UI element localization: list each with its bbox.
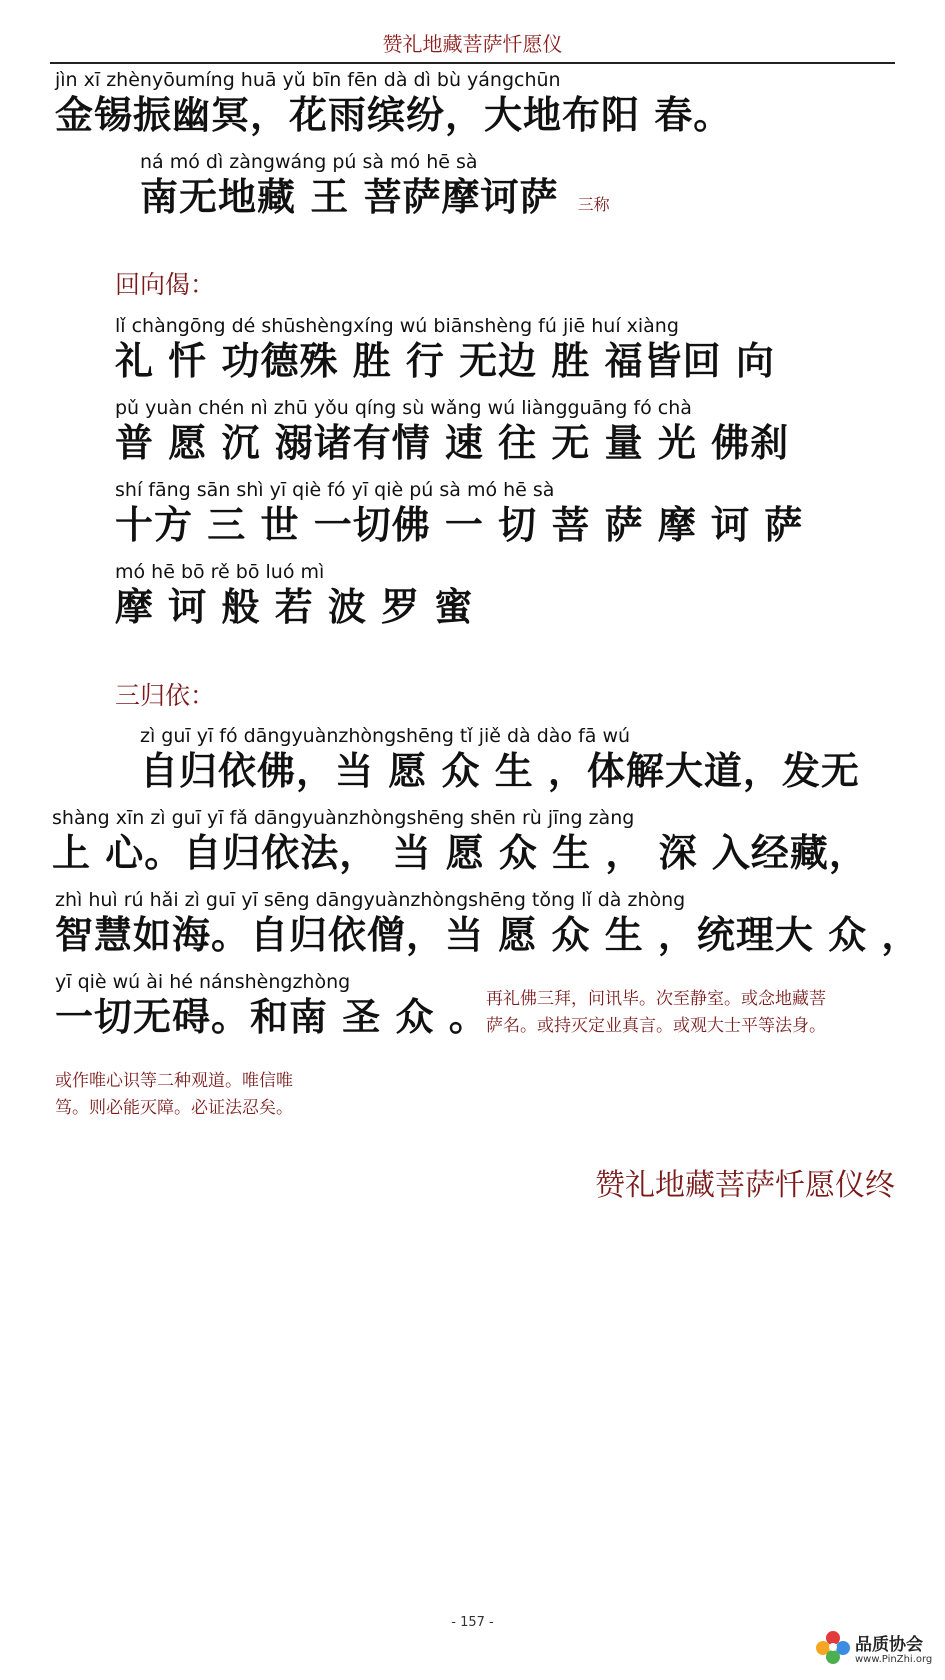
- namo-text: 南无地藏 王 菩萨摩诃萨: [140, 175, 559, 219]
- line-pinyin: shí fāng sān shì yī qiè fó yī qiè pú sà mó hē sà: [115, 479, 555, 501]
- watermark-logo: [815, 1628, 933, 1672]
- instruction-note-d: 笃。则必能灭障。必证法忍矣。: [55, 1098, 293, 1118]
- line-text: 自归依佛，当 愿 众 生 ，体解大道，发无: [140, 749, 860, 793]
- dedication-line: [115, 314, 775, 384]
- line-pinyin: zì guī yī fó dāngyuànzhòngshēng tǐ jiě dà dào fā wú: [140, 725, 631, 747]
- line-text: 上 心。自归依法， 当 愿 众 生 ， 深 入经藏，: [52, 831, 868, 875]
- line-text: 智慧如海。自归依僧，当 愿 众 生 ，统理大 众 ，: [55, 913, 921, 957]
- line-text: 一切无碍。和南 圣 众 。: [55, 995, 488, 1039]
- flower-logo-icon: [815, 1628, 851, 1668]
- dedication-line: [115, 560, 473, 630]
- dedication-line: [115, 396, 789, 466]
- watermark-url: www.PinZhi.org: [855, 1654, 933, 1665]
- instruction-note-b: 萨名。或持灭定业真言。或观大士平等法身。: [486, 1016, 826, 1036]
- running-header: 赞礼地藏菩萨忏愿仪: [50, 28, 895, 64]
- line-pinyin: shàng xīn zì guī yī fǎ dāngyuànzhòngshēng shēn rù jīng zàng: [52, 807, 635, 829]
- namo-note: 三称: [577, 195, 610, 214]
- line-text: 摩 诃 般 若 波 罗 蜜: [115, 585, 474, 629]
- line-text: 十方 三 世 一切佛 一 切 菩 萨 摩 诃 萨: [115, 503, 804, 547]
- refuge-line: [52, 806, 868, 876]
- verse-1: [55, 68, 732, 138]
- line-pinyin: mó hē bō rě bō luó mì: [115, 561, 325, 583]
- refuge-line: [140, 724, 860, 794]
- verse-1-text: 金锡振幽冥，花雨缤纷，大地布阳 春。: [55, 93, 733, 137]
- line-pinyin: lǐ chàngōng dé shūshèngxíng wú biānshèng fú jiē huí xiàng: [115, 315, 679, 337]
- closing-title: 赞礼地藏菩萨忏愿仪终: [595, 1168, 895, 1203]
- line-text: 礼 忏 功德殊 胜 行 无边 胜 福皆回 向: [115, 339, 775, 383]
- refuge-line: [55, 888, 920, 958]
- section-title-refuge: 三归依：: [115, 681, 216, 710]
- line-pinyin: yī qiè wú ài hé nánshèngzhòng: [55, 971, 351, 993]
- verse-1-pinyin: jìn xī zhènyōumíng huā yǔ bīn fēn dà dì bù yángchūn: [55, 69, 561, 91]
- watermark-name: 品质协会: [855, 1635, 923, 1655]
- namo-line: [140, 150, 610, 220]
- line-pinyin: zhì huì rú hǎi zì guī yī sēng dāngyuànzhòngshēng tǒng lǐ dà zhòng: [55, 889, 686, 911]
- instruction-note-c: 或作唯心识等二种观道。唯信唯: [55, 1071, 293, 1091]
- page-number: - 157 -: [451, 1615, 494, 1630]
- namo-pinyin: ná mó dì zàngwáng pú sà mó hē sà: [140, 151, 478, 173]
- instruction-note-a: 再礼佛三拜，问讯毕。次至静室。或念地藏菩: [486, 989, 826, 1009]
- section-title-dedication: 回向偈：: [115, 270, 216, 299]
- dedication-line: [115, 478, 803, 548]
- refuge-line: [55, 970, 488, 1040]
- line-pinyin: pǔ yuàn chén nì zhū yǒu qíng sù wǎng wú liàngguāng fó chà: [115, 397, 692, 419]
- line-text: 普 愿 沉 溺诸有情 速 往 无 量 光 佛刹: [115, 421, 790, 465]
